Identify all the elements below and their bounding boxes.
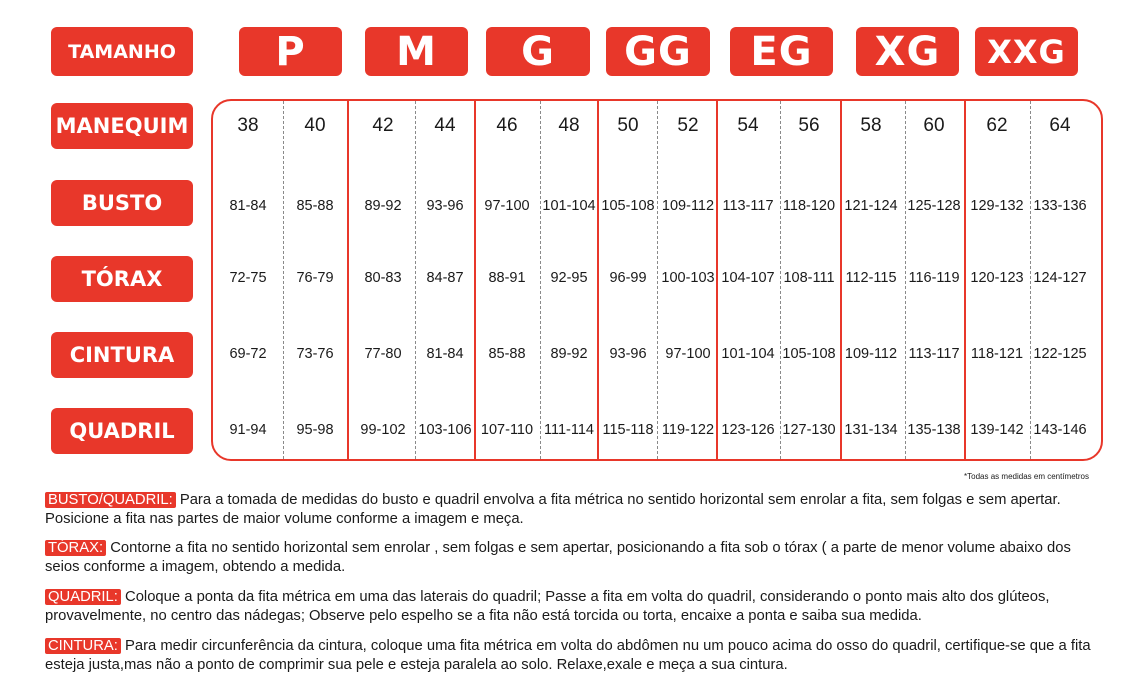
manequim-cell: 50 (617, 115, 639, 136)
instruction-tag: QUADRIL: (45, 589, 121, 605)
cintura-cell: 101-104 (721, 346, 775, 362)
torax-cell: 116-119 (908, 270, 960, 286)
cintura-cell: 77-80 (364, 346, 402, 362)
instruction-text: Coloque a ponta da fita métrica em uma das laterais do quadril; Passe a fita em volta do quadril, considerando o ponto mais alto dos glúteos, provavelmente, no centro das nádegas; Observe pelo espelho se a fita não está torcida ou torta, encaixe a ponta e saiba sua medida. (45, 589, 1050, 624)
cintura-cell: 105-108 (782, 346, 836, 362)
busto-cell: 93-96 (426, 198, 464, 214)
manequim-cell: 58 (860, 115, 882, 136)
busto-cell: 101-104 (542, 198, 596, 214)
instruction-cintura (45, 637, 1105, 675)
instruction-text: Para medir circunferência da cintura, coloque uma fita métrica em volta do abdômen nu um pouco acima do osso do quadril, certifique-se que a fita esteja justa,mas não a ponto de comprimir sua pele e esteja paralela ao solo. Relaxe,exale e meça a sua cintura. (45, 638, 1091, 673)
quadril-cell: 115-118 (602, 422, 654, 438)
tamanho-label: TAMANHO (51, 27, 193, 76)
quadril-cell: 99-102 (360, 422, 406, 438)
torax-cell: 88-91 (488, 270, 526, 286)
manequim-cell: 64 (1049, 115, 1071, 136)
instruction-text: Para a tomada de medidas do busto e quadril envolva a fita métrica no sentido horizontal sem enrolar a fita, sem folgas e sem apertar. Posicione a fita nas partes de maior volume conforme a imagem e meça. (45, 492, 1061, 527)
cintura-cell: 81-84 (426, 346, 464, 362)
torax-cell: 112-115 (845, 270, 897, 286)
torax-cell: 108-111 (783, 270, 835, 286)
busto-label: BUSTO (51, 180, 193, 226)
quadril-cell: 107-110 (480, 422, 534, 438)
size-gg-header: GG (606, 27, 710, 76)
size-g-header: G (486, 27, 590, 76)
manequim-cell: 46 (496, 115, 518, 136)
torax-cell: 80-83 (364, 270, 402, 286)
quadril-cell: 111-114 (544, 422, 594, 438)
busto-cell: 133-136 (1033, 198, 1087, 214)
quadril-cell: 119-122 (661, 422, 715, 438)
busto-cell: 118-120 (782, 198, 836, 214)
instruction-tag: BUSTO/QUADRIL: (45, 492, 176, 508)
cintura-cell: 93-96 (609, 346, 647, 362)
size-eg-header: EG (730, 27, 833, 76)
quadril-cell: 103-106 (418, 422, 472, 438)
quadril-cell: 135-138 (907, 422, 961, 438)
size-m-header: M (365, 27, 468, 76)
quadril-cell: 95-98 (296, 422, 334, 438)
cintura-label: CINTURA (51, 332, 193, 378)
quadril-cell: 131-134 (844, 422, 898, 438)
cintura-cell: 122-125 (1033, 346, 1087, 362)
torax-cell: 124-127 (1033, 270, 1087, 286)
quadril-label: QUADRIL (51, 408, 193, 454)
busto-cell: 97-100 (484, 198, 530, 214)
manequim-cell: 42 (372, 115, 394, 136)
busto-cell: 81-84 (229, 198, 267, 214)
size-p-header: P (239, 27, 342, 76)
instruction-tag: TÓRAX: (45, 540, 106, 556)
busto-cell: 89-92 (364, 198, 402, 214)
torax-cell: 72-75 (229, 270, 267, 286)
quadril-cell: 139-142 (970, 422, 1024, 438)
manequim-cell: 62 (986, 115, 1008, 136)
cintura-cell: 89-92 (550, 346, 588, 362)
cintura-cell: 73-76 (296, 346, 334, 362)
manequim-cell: 56 (798, 115, 820, 136)
quadril-cell: 123-126 (721, 422, 775, 438)
busto-cell: 105-108 (601, 198, 655, 214)
cintura-cell: 97-100 (665, 346, 711, 362)
quadril-cell: 143-146 (1033, 422, 1087, 438)
size-xxg-header: XXG (975, 27, 1078, 76)
busto-cell: 109-112 (661, 198, 715, 214)
cintura-cell: 118-121 (970, 346, 1024, 362)
manequim-cell: 44 (434, 115, 456, 136)
torax-cell: 104-107 (721, 270, 775, 286)
torax-label: TÓRAX (51, 256, 193, 302)
manequim-cell: 38 (237, 115, 259, 136)
torax-cell: 92-95 (550, 270, 588, 286)
torax-cell: 100-103 (661, 270, 715, 286)
busto-cell: 121-124 (844, 198, 898, 214)
torax-cell: 84-87 (426, 270, 464, 286)
manequim-cell: 52 (677, 115, 699, 136)
instruction-tag: CINTURA: (45, 638, 121, 654)
busto-cell: 85-88 (296, 198, 334, 214)
cintura-cell: 109-112 (844, 346, 898, 362)
manequim-cell: 40 (304, 115, 326, 136)
busto-cell: 125-128 (907, 198, 961, 214)
cintura-cell: 69-72 (229, 346, 267, 362)
manequim-label: MANEQUIM (51, 103, 193, 149)
torax-cell: 76-79 (296, 270, 334, 286)
instruction-text: Contorne a fita no sentido horizontal sem enrolar , sem folgas e sem apertar, posicionando a fita sob o tórax ( a parte de menor volume abaixo dos seios conforme a imagem, obtendo a medida. (45, 540, 1071, 575)
manequim-cell: 60 (923, 115, 945, 136)
busto-cell: 129-132 (970, 198, 1024, 214)
quadril-cell: 91-94 (229, 422, 267, 438)
instruction-torax (45, 539, 1105, 577)
size-xg-header: XG (856, 27, 959, 76)
instruction-quadril (45, 588, 1105, 626)
torax-cell: 96-99 (609, 270, 647, 286)
manequim-cell: 48 (558, 115, 580, 136)
instruction-busto-quadril (45, 491, 1105, 529)
quadril-cell: 127-130 (782, 422, 836, 438)
manequim-cell: 54 (737, 115, 759, 136)
busto-cell: 113-117 (722, 198, 774, 214)
cintura-cell: 113-117 (908, 346, 960, 362)
torax-cell: 120-123 (970, 270, 1024, 286)
measurement-footnote: *Todas as medidas em centímetros (964, 472, 1089, 481)
cintura-cell: 85-88 (488, 346, 526, 362)
